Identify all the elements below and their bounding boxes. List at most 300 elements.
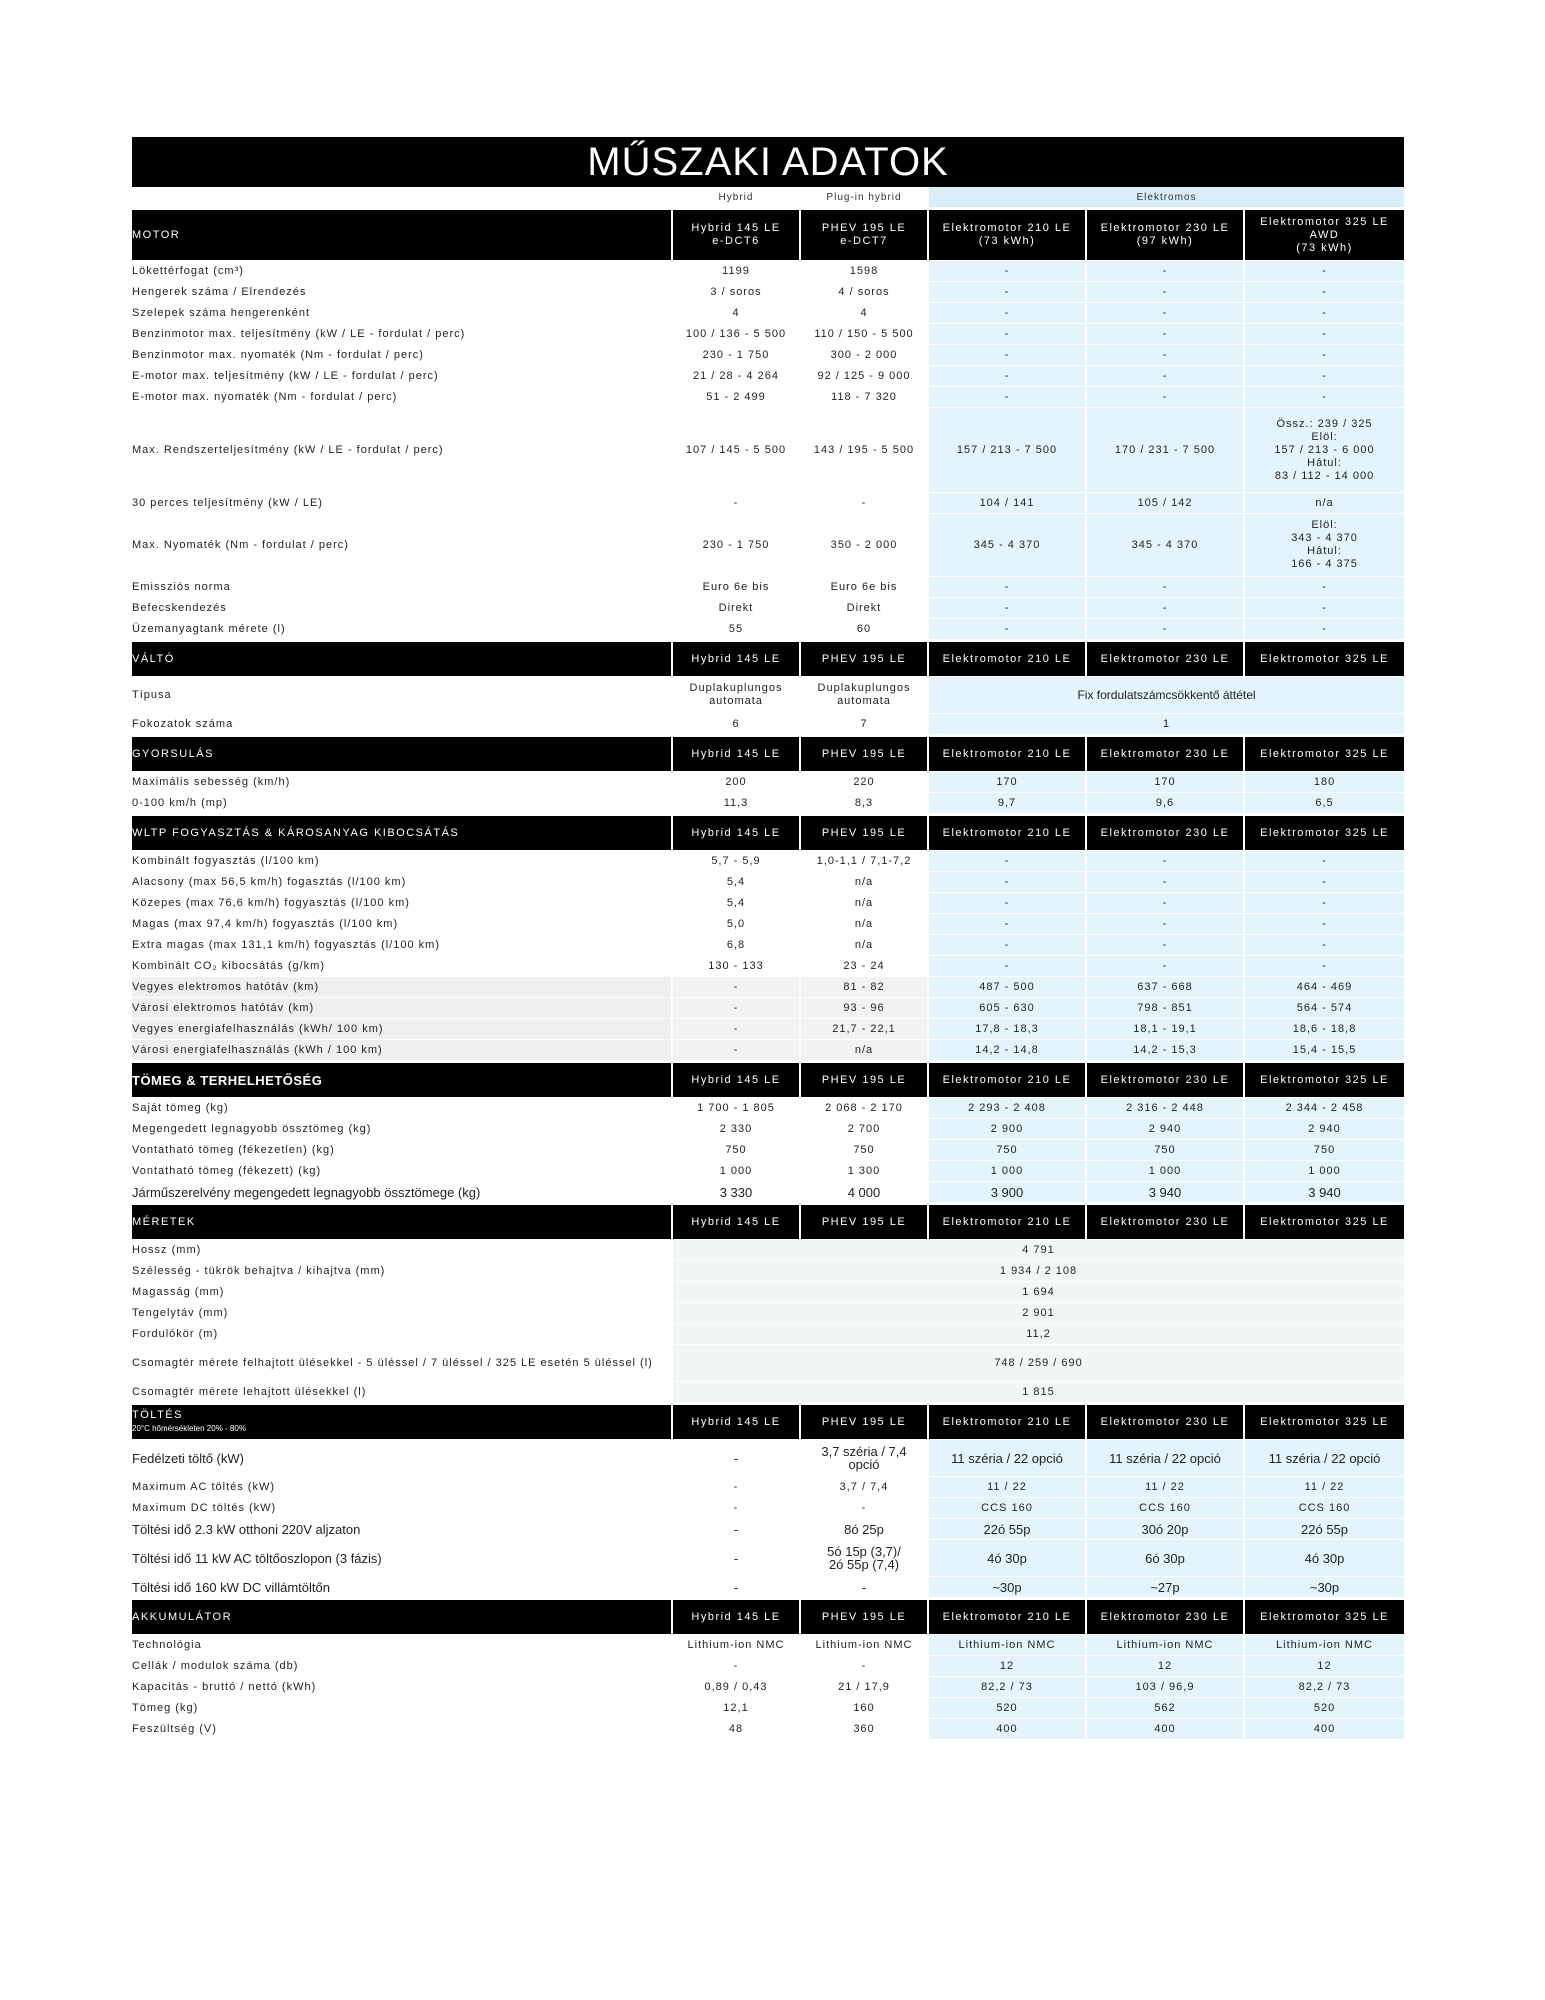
row-value: - (672, 1519, 800, 1540)
row-value: 345 - 4 370 (1086, 514, 1244, 577)
row-value: 105 / 142 (1086, 493, 1244, 514)
row-value: 2 344 - 2 458 (1244, 1098, 1404, 1119)
row-value: - (928, 345, 1086, 366)
table-row (132, 677, 1404, 714)
row-value: 6ó 30p (1086, 1540, 1244, 1577)
row-value: - (1244, 598, 1404, 619)
table-row (132, 619, 1404, 641)
row-value: 5,7 - 5,9 (672, 851, 800, 872)
row-value: - (800, 1498, 928, 1519)
row-value: 750 (1244, 1140, 1404, 1161)
column-header: Elektromotor 325 LE (1244, 815, 1404, 851)
row-value: Euro 6e bis (800, 577, 928, 598)
row-value: Direkt (672, 598, 800, 619)
table-row (132, 872, 1404, 893)
table-row (132, 1098, 1404, 1119)
row-value: 82,2 / 73 (1244, 1677, 1404, 1698)
column-header: Elektromotor 325 LE (1244, 1404, 1404, 1440)
column-header: Elektromotor 325 LE (1244, 736, 1404, 772)
row-value: CCS 160 (1244, 1498, 1404, 1519)
row-value: 21,7 - 22,1 (800, 1019, 928, 1040)
row-value: 81 - 82 (800, 977, 928, 998)
column-header: Elektromotor 210 LE (928, 1599, 1086, 1635)
row-label: Feszültség (V) (132, 1719, 672, 1740)
column-header: Elektromotor 230 LE (1086, 1204, 1244, 1240)
row-value: 107 / 145 - 5 500 (672, 408, 800, 493)
row-value: - (1244, 935, 1404, 956)
row-value: 170 / 231 - 7 500 (1086, 408, 1244, 493)
row-value: 60 (800, 619, 928, 641)
row-label: 30 perces teljesítmény (kW / LE) (132, 493, 672, 514)
column-header: Elektromotor 210 LE (928, 736, 1086, 772)
table-row (132, 282, 1404, 303)
table-row (132, 1498, 1404, 1519)
row-value: CCS 160 (928, 1498, 1086, 1519)
row-label: Max. Rendszerteljesítmény (kW / LE - fordulat / perc) (132, 408, 672, 493)
row-value: 11,2 (672, 1324, 1404, 1345)
column-header: Elektromotor 230 LE (97 kWh) (1086, 209, 1244, 261)
table-row (132, 1119, 1404, 1140)
row-value: 4 (800, 303, 928, 324)
row-value: - (928, 893, 1086, 914)
row-value: Lithium-ion NMC (672, 1635, 800, 1656)
row-value: - (672, 1656, 800, 1677)
row-value: 15,4 - 15,5 (1244, 1040, 1404, 1062)
section-header-wltp (132, 815, 1404, 851)
row-value: - (1086, 261, 1244, 282)
row-value: 14,2 - 15,3 (1086, 1040, 1244, 1062)
table-row (132, 598, 1404, 619)
column-header: PHEV 195 LE (800, 641, 928, 677)
row-label: Lökettérfogat (cm³) (132, 261, 672, 282)
table-row (132, 851, 1404, 872)
row-label: Töltési idő 11 kW AC töltőoszlopon (3 fázis) (132, 1540, 672, 1577)
row-value: - (1244, 914, 1404, 935)
row-label: Magas (max 97,4 km/h) fogyasztás (l/100 km) (132, 914, 672, 935)
row-label: Hengerek száma / Elrendezés (132, 282, 672, 303)
row-value: 22ó 55p (1244, 1519, 1404, 1540)
row-label: Vontatható tömeg (fékezett) (kg) (132, 1161, 672, 1182)
row-value: 1598 (800, 261, 928, 282)
row-value: - (928, 956, 1086, 977)
row-label: Közepes (max 76,6 km/h) fogyasztás (l/100 km) (132, 893, 672, 914)
row-label: Extra magas (max 131,1 km/h) fogyasztás (l/100 km) (132, 935, 672, 956)
column-header: Elektromotor 230 LE (1086, 1404, 1244, 1440)
row-value: - (928, 851, 1086, 872)
table-row (132, 1324, 1404, 1345)
row-value: - (1244, 577, 1404, 598)
row-value: Lithium-ion NMC (800, 1635, 928, 1656)
row-value: 487 - 500 (928, 977, 1086, 998)
row-value: 8ó 25p (800, 1519, 928, 1540)
row-value: 520 (928, 1698, 1086, 1719)
row-value: 5ó 15p (3,7)/ 2ó 55p (7,4) (800, 1540, 928, 1577)
section-title: VÁLTÓ (132, 641, 672, 677)
row-value: - (1086, 914, 1244, 935)
row-value: 4 (672, 303, 800, 324)
row-value: 230 - 1 750 (672, 345, 800, 366)
row-value: - (1244, 345, 1404, 366)
row-label: Csomagtér mérete lehajtott ülésekkel (l) (132, 1382, 672, 1404)
table-row (132, 714, 1404, 736)
row-value: 4 / soros (800, 282, 928, 303)
table-row (132, 772, 1404, 793)
column-header: PHEV 195 LE (800, 1404, 928, 1440)
row-value: 55 (672, 619, 800, 641)
column-header: PHEV 195 LE (800, 736, 928, 772)
column-header: Elektromotor 230 LE (1086, 641, 1244, 677)
section-title: WLTP FOGYASZTÁS & KÁROSANYAG KIBOCSÁTÁS (132, 815, 672, 851)
row-label: E-motor max. nyomaték (Nm - fordulat / perc) (132, 387, 672, 408)
row-value: 104 / 141 (928, 493, 1086, 514)
section-header-akku (132, 1599, 1404, 1635)
table-row (132, 324, 1404, 345)
row-value: 1 000 (1086, 1161, 1244, 1182)
row-value: - (1086, 956, 1244, 977)
row-value: - (1244, 324, 1404, 345)
row-value: 48 (672, 1719, 800, 1740)
row-value: 3 / soros (672, 282, 800, 303)
column-header: Elektromotor 230 LE (1086, 736, 1244, 772)
row-label: Szelepek száma hengerenként (132, 303, 672, 324)
row-value: - (928, 598, 1086, 619)
row-value: 11 széria / 22 opció (1244, 1440, 1404, 1477)
row-value: - (1244, 261, 1404, 282)
row-label: Befecskendezés (132, 598, 672, 619)
row-value: - (1244, 872, 1404, 893)
row-label: Üzemanyagtank mérete (l) (132, 619, 672, 641)
row-value: 400 (1086, 1719, 1244, 1740)
row-value: 5,4 (672, 893, 800, 914)
row-value: 2 940 (1244, 1119, 1404, 1140)
row-value: - (928, 366, 1086, 387)
row-value: 23 - 24 (800, 956, 928, 977)
row-label: Csomagtér mérete felhajtott ülésekkel - 5 üléssel / 7 üléssel / 325 LE esetén 5 üléssel (l) (132, 1345, 672, 1382)
column-header: Hybrid 145 LE e-DCT6 (672, 209, 800, 261)
section-title: TÖMEG & TERHELHETŐSÉG (132, 1062, 672, 1098)
column-header: Elektromotor 325 LE AWD (73 kWh) (1244, 209, 1404, 261)
row-value: - (1244, 282, 1404, 303)
row-value: 2 316 - 2 448 (1086, 1098, 1244, 1119)
row-value: 118 - 7 320 (800, 387, 928, 408)
row-value: - (800, 1577, 928, 1599)
row-value: 464 - 469 (1244, 977, 1404, 998)
table-row (132, 1240, 1404, 1261)
column-header: Elektromotor 230 LE (1086, 1062, 1244, 1098)
row-value: 5,0 (672, 914, 800, 935)
column-header: Hybrid 145 LE (672, 1204, 800, 1240)
column-header: Hybrid 145 LE (672, 641, 800, 677)
column-header: Elektromotor 210 LE (928, 1062, 1086, 1098)
table-row (132, 1477, 1404, 1498)
column-header: Elektromotor 210 LE (928, 641, 1086, 677)
row-value: - (672, 977, 800, 998)
row-value: 11 / 22 (1086, 1477, 1244, 1498)
table-row (132, 977, 1404, 998)
table-row (132, 387, 1404, 408)
column-header: Elektromotor 230 LE (1086, 815, 1244, 851)
row-value: - (1086, 598, 1244, 619)
column-header: Hybrid 145 LE (672, 1062, 800, 1098)
row-value: - (928, 303, 1086, 324)
row-value: 21 / 28 - 4 264 (672, 366, 800, 387)
row-value: - (672, 1540, 800, 1577)
row-label: Fordulókör (m) (132, 1324, 672, 1345)
row-label: Városi energiafelhasználás (kWh / 100 km) (132, 1040, 672, 1062)
table-row (132, 408, 1404, 493)
row-value: 11 széria / 22 opció (928, 1440, 1086, 1477)
row-value: n/a (800, 914, 928, 935)
row-label: Saját tömeg (kg) (132, 1098, 672, 1119)
row-value: 350 - 2 000 (800, 514, 928, 577)
row-value: - (672, 1040, 800, 1062)
row-value: 22ó 55p (928, 1519, 1086, 1540)
row-label: 0-100 km/h (mp) (132, 793, 672, 815)
table-row (132, 1040, 1404, 1062)
section-title: TÖLTÉS 20°C hőmérsékleten 20% - 80% (132, 1404, 672, 1440)
row-value: n/a (800, 1040, 928, 1062)
group-hybrid: Hybrid (672, 187, 800, 209)
row-label: Vontatható tömeg (fékezetlen) (kg) (132, 1140, 672, 1161)
row-value: - (1086, 851, 1244, 872)
column-header: PHEV 195 LE e-DCT7 (800, 209, 928, 261)
spec-table (132, 187, 1404, 1739)
row-value: 4ó 30p (1244, 1540, 1404, 1577)
row-value: 637 - 668 (1086, 977, 1244, 998)
row-value: 220 (800, 772, 928, 793)
row-value: - (1244, 619, 1404, 641)
group-header-row (132, 187, 1404, 209)
row-value: 30ó 20p (1086, 1519, 1244, 1540)
row-value: 11 / 22 (1244, 1477, 1404, 1498)
row-value: 6 (672, 714, 800, 736)
row-value: 1 694 (672, 1282, 1404, 1303)
row-label: Hossz (mm) (132, 1240, 672, 1261)
column-header: Elektromotor 210 LE (928, 1204, 1086, 1240)
row-value: Lithium-ion NMC (928, 1635, 1086, 1656)
row-value: ~30p (1244, 1577, 1404, 1599)
row-label: Fokozatok száma (132, 714, 672, 736)
section-title: MOTOR (132, 209, 672, 261)
section-header-toltes (132, 1404, 1404, 1440)
row-value: n/a (1244, 493, 1404, 514)
row-value: 300 - 2 000 (800, 345, 928, 366)
table-row (132, 514, 1404, 577)
row-value: 1,0-1,1 / 7,1-7,2 (800, 851, 928, 872)
row-value: - (672, 998, 800, 1019)
row-value: - (1244, 303, 1404, 324)
page-title: MŰSZAKI ADATOK (132, 137, 1404, 187)
row-label: Alacsony (max 56,5 km/h) fogasztás (l/100 km) (132, 872, 672, 893)
row-value: 18,1 - 19,1 (1086, 1019, 1244, 1040)
row-value: Duplakuplungos automata (800, 677, 928, 714)
row-value: - (1086, 366, 1244, 387)
row-label: Szélesség - tükrök behajtva / kihajtva (mm) (132, 1261, 672, 1282)
row-value: - (1086, 345, 1244, 366)
column-header: Elektromotor 210 LE (928, 1404, 1086, 1440)
row-value: 9,7 (928, 793, 1086, 815)
row-value: 170 (1086, 772, 1244, 793)
row-value: - (672, 1498, 800, 1519)
section-title: GYORSULÁS (132, 736, 672, 772)
table-row (132, 1261, 1404, 1282)
row-value: 605 - 630 (928, 998, 1086, 1019)
row-value: 3 940 (1244, 1182, 1404, 1204)
row-label: Vegyes energiafelhasználás (kWh/ 100 km) (132, 1019, 672, 1040)
row-value: n/a (800, 935, 928, 956)
row-value: 51 - 2 499 (672, 387, 800, 408)
table-row (132, 1345, 1404, 1382)
row-label: Kombinált fogyasztás (l/100 km) (132, 851, 672, 872)
spec-sheet (132, 137, 1404, 1739)
row-value: 2 700 (800, 1119, 928, 1140)
row-value: 1 934 / 2 108 (672, 1261, 1404, 1282)
column-header: Hybrid 145 LE (672, 815, 800, 851)
row-value: - (672, 493, 800, 514)
row-value: 3 900 (928, 1182, 1086, 1204)
table-row (132, 493, 1404, 514)
row-label: Tömeg (kg) (132, 1698, 672, 1719)
row-label: Töltési idő 160 kW DC villámtöltőn (132, 1577, 672, 1599)
row-value: 18,6 - 18,8 (1244, 1019, 1404, 1040)
row-value: 520 (1244, 1698, 1404, 1719)
row-label: Típusa (132, 677, 672, 714)
column-header: Elektromotor 325 LE (1244, 641, 1404, 677)
row-value: Direkt (800, 598, 928, 619)
row-value: - (672, 1019, 800, 1040)
column-header: Elektromotor 230 LE (1086, 1599, 1244, 1635)
section-header-tomeg (132, 1062, 1404, 1098)
row-value: 2 293 - 2 408 (928, 1098, 1086, 1119)
row-value: 11 / 22 (928, 1477, 1086, 1498)
row-value: 6,8 (672, 935, 800, 956)
row-value: 1 300 (800, 1161, 928, 1182)
row-value: Lithium-ion NMC (1244, 1635, 1404, 1656)
row-value: 14,2 - 14,8 (928, 1040, 1086, 1062)
row-label: Maximum AC töltés (kW) (132, 1477, 672, 1498)
table-row (132, 577, 1404, 598)
group-elektromos: Elektromos (928, 187, 1404, 209)
row-value: 100 / 136 - 5 500 (672, 324, 800, 345)
column-header: PHEV 195 LE (800, 815, 928, 851)
row-value: 9,6 (1086, 793, 1244, 815)
column-header: PHEV 195 LE (800, 1204, 928, 1240)
row-value: - (1244, 387, 1404, 408)
table-row (132, 1140, 1404, 1161)
row-value: - (928, 324, 1086, 345)
row-value: 750 (672, 1140, 800, 1161)
row-value: 12 (928, 1656, 1086, 1677)
table-row (132, 366, 1404, 387)
table-row (132, 1303, 1404, 1324)
row-value: 750 (1086, 1140, 1244, 1161)
row-value: 2 940 (1086, 1119, 1244, 1140)
table-row (132, 1440, 1404, 1477)
table-row (132, 956, 1404, 977)
row-value: 92 / 125 - 9 000 (800, 366, 928, 387)
row-value: 2 901 (672, 1303, 1404, 1324)
row-label: Kapacitás - bruttó / nettó (kWh) (132, 1677, 672, 1698)
row-value: ~30p (928, 1577, 1086, 1599)
row-value: - (1086, 282, 1244, 303)
table-row (132, 1282, 1404, 1303)
row-value: - (1086, 577, 1244, 598)
row-value: 400 (1244, 1719, 1404, 1740)
row-value: - (1244, 851, 1404, 872)
row-value: - (1244, 893, 1404, 914)
row-value: 4ó 30p (928, 1540, 1086, 1577)
row-value-electric: Fix fordulatszámcsökkentő áttétel (928, 677, 1404, 714)
row-value: 1 000 (928, 1161, 1086, 1182)
row-value: 748 / 259 / 690 (672, 1345, 1404, 1382)
table-row (132, 1540, 1404, 1577)
row-label: Maximális sebesség (km/h) (132, 772, 672, 793)
row-value: - (1086, 303, 1244, 324)
row-value: 1199 (672, 261, 800, 282)
row-value: 5,4 (672, 872, 800, 893)
row-value: 2 068 - 2 170 (800, 1098, 928, 1119)
row-value: - (800, 493, 928, 514)
table-row (132, 793, 1404, 815)
table-row (132, 1698, 1404, 1719)
row-value: - (928, 872, 1086, 893)
row-label: Vegyes elektromos hatótáv (km) (132, 977, 672, 998)
row-value: 3,7 / 7,4 (800, 1477, 928, 1498)
row-value: 562 (1086, 1698, 1244, 1719)
column-header: Elektromotor 210 LE (928, 815, 1086, 851)
row-label: Tengelytáv (mm) (132, 1303, 672, 1324)
table-row (132, 1635, 1404, 1656)
row-label: Városi elektromos hatótáv (km) (132, 998, 672, 1019)
row-value: 11,3 (672, 793, 800, 815)
table-row (132, 1019, 1404, 1040)
row-value: 17,8 - 18,3 (928, 1019, 1086, 1040)
row-value: - (1086, 387, 1244, 408)
table-row (132, 1161, 1404, 1182)
row-value: Duplakuplungos automata (672, 677, 800, 714)
row-value: 1 700 - 1 805 (672, 1098, 800, 1119)
row-value: - (928, 619, 1086, 641)
table-row (132, 1677, 1404, 1698)
row-value: 1 000 (1244, 1161, 1404, 1182)
table-row (132, 893, 1404, 914)
section-title: AKKUMULÁTOR (132, 1599, 672, 1635)
table-row (132, 303, 1404, 324)
row-label: Benzinmotor max. nyomaték (Nm - fordulat / perc) (132, 345, 672, 366)
row-value: 2 330 (672, 1119, 800, 1140)
row-value: 750 (928, 1140, 1086, 1161)
row-value: 170 (928, 772, 1086, 793)
row-value: 11 széria / 22 opció (1086, 1440, 1244, 1477)
row-value: - (1086, 619, 1244, 641)
row-value: - (672, 1440, 800, 1477)
row-value: 1 815 (672, 1382, 1404, 1404)
row-value: 230 - 1 750 (672, 514, 800, 577)
column-header: Hybrid 145 LE (672, 1404, 800, 1440)
row-value: 3,7 széria / 7,4 opció (800, 1440, 928, 1477)
row-value: - (928, 914, 1086, 935)
row-value: - (1244, 366, 1404, 387)
table-row (132, 1719, 1404, 1740)
row-value: 12,1 (672, 1698, 800, 1719)
column-header: PHEV 195 LE (800, 1062, 928, 1098)
row-value: - (800, 1656, 928, 1677)
section-subtitle: 20°C hőmérsékleten 20% - 80% (132, 1424, 246, 1433)
section-header-motor (132, 209, 1404, 261)
section-title: MÉRETEK (132, 1204, 672, 1240)
row-value: 3 940 (1086, 1182, 1244, 1204)
table-row (132, 1577, 1404, 1599)
